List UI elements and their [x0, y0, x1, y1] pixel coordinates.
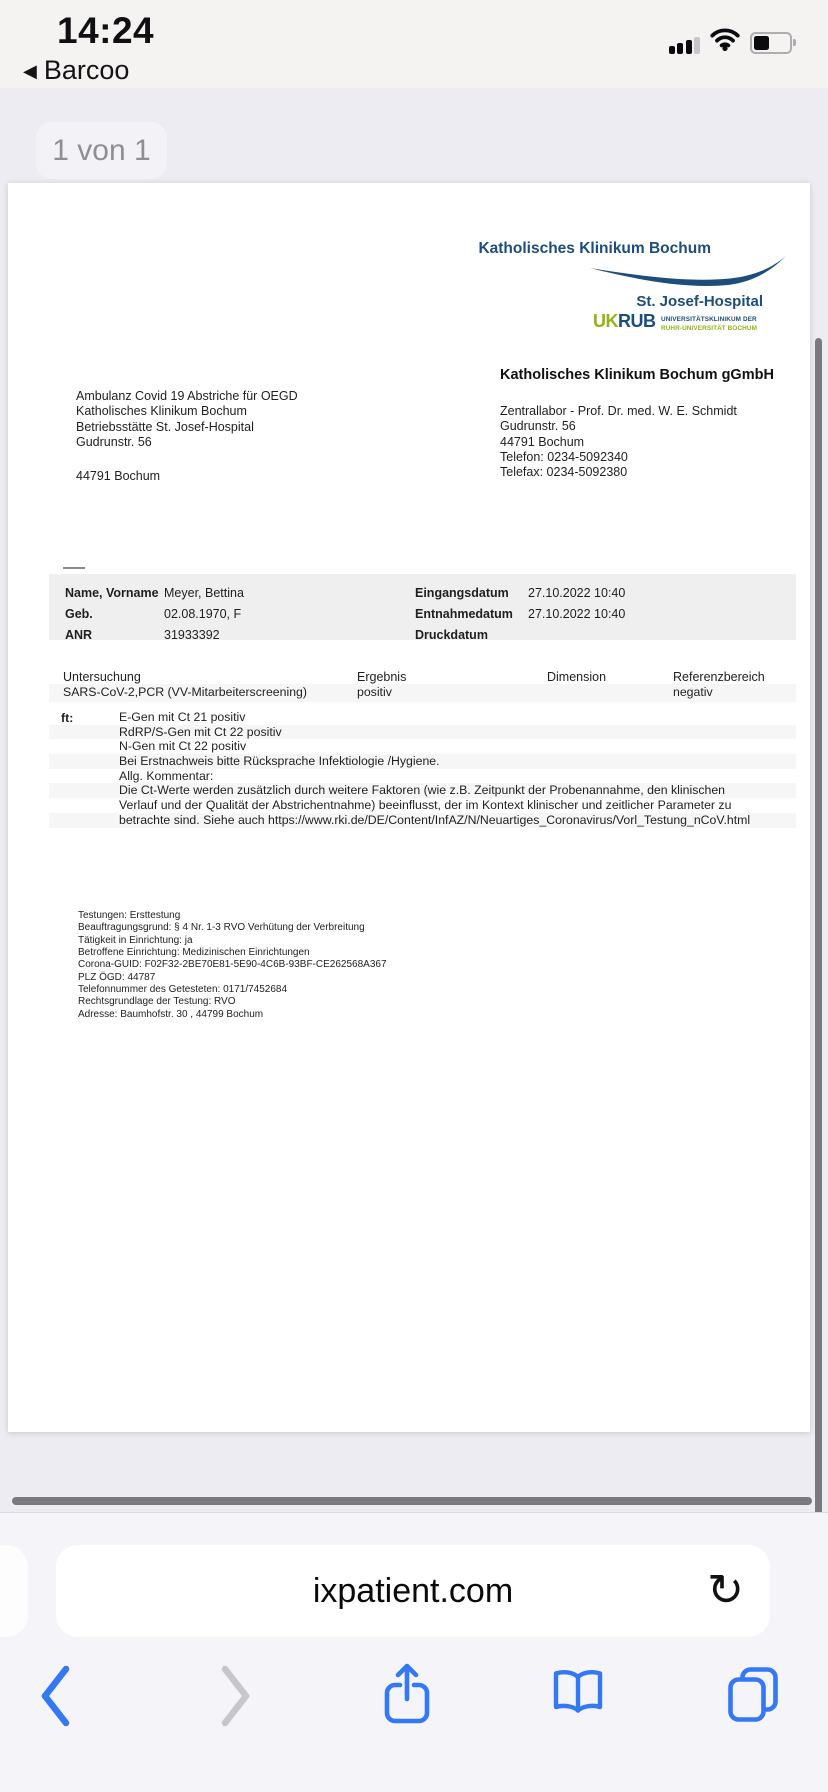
result-row [49, 684, 796, 702]
results-col-referenzbereich: Referenzbereich [673, 670, 765, 684]
ukrub-logo-uk: UK [593, 311, 618, 331]
back-to-app-triangle-icon: ◀ [23, 61, 37, 81]
horizontal-scrollbar[interactable] [12, 1497, 812, 1505]
forward-button[interactable] [218, 1665, 252, 1730]
share-button[interactable] [383, 1661, 431, 1730]
vertical-scrollbar[interactable] [815, 338, 822, 1584]
comment-line: Bei Erstnachweis bitte Rücksprache Infektiologie /Hygiene. [49, 754, 796, 769]
sender-city: 44791 Bochum [76, 469, 161, 483]
lab-line: Telefon: 0234-5092340 [500, 449, 628, 464]
fold-mark [63, 567, 85, 569]
meta-line: Telefonnummer des Getesteten: 0171/7452684 [78, 984, 288, 996]
comment-line: Allg. Kommentar: [119, 768, 214, 783]
url-text[interactable]: ixpatient.com [312, 1571, 514, 1610]
sender-address-block [76, 389, 298, 450]
sender-line: Katholisches Klinikum Bochum [76, 404, 247, 419]
meta-line: Adresse: Baumhofstr. 30 , 44799 Bochum [78, 1008, 264, 1020]
cellular-signal-icon [669, 37, 701, 56]
comment-line: betrachte sind. Siehe auch https://www.rki.de/DE/Content/InfAZ/N/Neuartiges_Coronavirus/Vorl_Testung_nCoV.html [49, 813, 796, 828]
tabs-button[interactable] [726, 1665, 780, 1726]
adjacent-tab-edge[interactable] [0, 1545, 28, 1637]
status-clock: 14:24 [57, 10, 155, 51]
lab-line: Gudrunstr. 56 [500, 419, 576, 434]
status-icons [669, 26, 793, 56]
geb-value: 02.08.1970, F [164, 607, 242, 621]
ukrub-subtext-line2: RUHR-UNIVERSITÄT BOCHUM [661, 324, 758, 332]
sender-line: Gudrunstr. 56 [76, 434, 152, 449]
page-indicator: 1 von 1 [36, 122, 167, 179]
results-col-ergebnis: Ergebnis [357, 670, 407, 684]
back-to-app-label: Barcoo [43, 55, 130, 85]
back-button[interactable] [39, 1665, 73, 1730]
pdf-viewer[interactable] [0, 88, 828, 1512]
test-meta-block [78, 910, 387, 1021]
org-title: Katholisches Klinikum Bochum gGmbH [500, 367, 774, 383]
document-page [8, 183, 810, 1432]
result-comment-rows [49, 710, 796, 828]
comment-line: Verlauf und der Qualität der Abstrichentnahme) beeinflusst, der im Kontext klinischer und zeitlicher Parameter zu [119, 798, 732, 813]
bookmarks-button[interactable] [550, 1668, 606, 1723]
result-value: positiv [357, 685, 392, 699]
ukrub-logo [593, 311, 656, 332]
sender-line: Ambulanz Covid 19 Abstriche für OEGD [76, 389, 298, 403]
lab-address-block [500, 404, 737, 480]
lab-line: 44791 Bochum [500, 434, 585, 449]
ft-label: ft: [61, 711, 74, 725]
meta-line: Beauftragungsgrund: § 4 Nr. 1-3 RVO Verhütung der Verbreitung [78, 922, 365, 934]
result-test-name: SARS-CoV-2,PCR (VV-Mitarbeiterscreening) [63, 685, 307, 699]
battery-icon [750, 32, 792, 54]
url-bar[interactable] [56, 1545, 770, 1637]
results-col-dimension: Dimension [547, 670, 607, 684]
meta-line: Rechtsgrundlage der Testung: RVO [78, 996, 236, 1008]
status-bar [0, 0, 828, 88]
ukrub-subtext-line1: UNIVERSITÄTSKLINIKUM DER [661, 316, 757, 323]
ukrub-logo-rub: RUB [618, 311, 656, 331]
meta-line: Testungen: Ersttestung [78, 910, 181, 921]
result-reference: negativ [673, 685, 713, 699]
comment-line: Die Ct-Werte werden zusätzlich durch weitere Faktoren (wie z.B. Zeitpunkt der Probenannahme, den klinischen [49, 783, 796, 798]
meta-line: Corona-GUID: F02F32-2BE70E81-5E90-4C6B-93BF-CE262568A367 [78, 959, 387, 971]
eingangsdatum-value: 27.10.2022 10:40 [528, 586, 626, 600]
results-col-untersuchung: Untersuchung [63, 670, 141, 684]
reload-icon[interactable]: ↻ [707, 1565, 744, 1616]
meta-line: Tätigkeit in Einrichtung: ja [78, 934, 193, 946]
comment-line: E-Gen mit Ct 21 positiv [119, 710, 246, 724]
anr-label: ANR [65, 628, 93, 642]
comment-line: N-Gen mit Ct 22 positiv [119, 739, 247, 754]
clinic-logo-wordmark: Katholisches Klinikum Bochum [478, 240, 711, 257]
entnahmedatum-label: Entnahmedatum [415, 607, 513, 621]
sender-line: Betriebsstätte St. Josef-Hospital [76, 419, 254, 434]
patient-name-value: Meyer, Bettina [164, 586, 244, 600]
lab-line: Zentrallabor - Prof. Dr. med. W. E. Schmidt [500, 404, 737, 418]
eingangsdatum-label: Eingangsdatum [415, 586, 509, 600]
meta-line: PLZ ÖGD: 44787 [78, 971, 156, 983]
meta-line: Betroffene Einrichtung: Medizinischen Einrichtungen [78, 947, 310, 959]
ukrub-logo-subtext [661, 316, 757, 333]
patient-name-label: Name, Vorname [65, 586, 159, 600]
entnahmedatum-value: 27.10.2022 10:40 [528, 607, 626, 621]
comment-line: RdRP/S-Gen mit Ct 22 positiv [49, 725, 796, 740]
back-to-app-link[interactable] [23, 55, 129, 86]
druckdatum-label: Druckdatum [415, 628, 488, 642]
wifi-icon [710, 27, 740, 56]
geb-label: Geb. [65, 607, 93, 621]
lab-line: Telefax: 0234-5092380 [500, 465, 628, 480]
hospital-name: St. Josef-Hospital [636, 293, 763, 310]
safari-bottom-chrome [0, 1512, 828, 1792]
anr-value: 31933392 [164, 628, 220, 642]
